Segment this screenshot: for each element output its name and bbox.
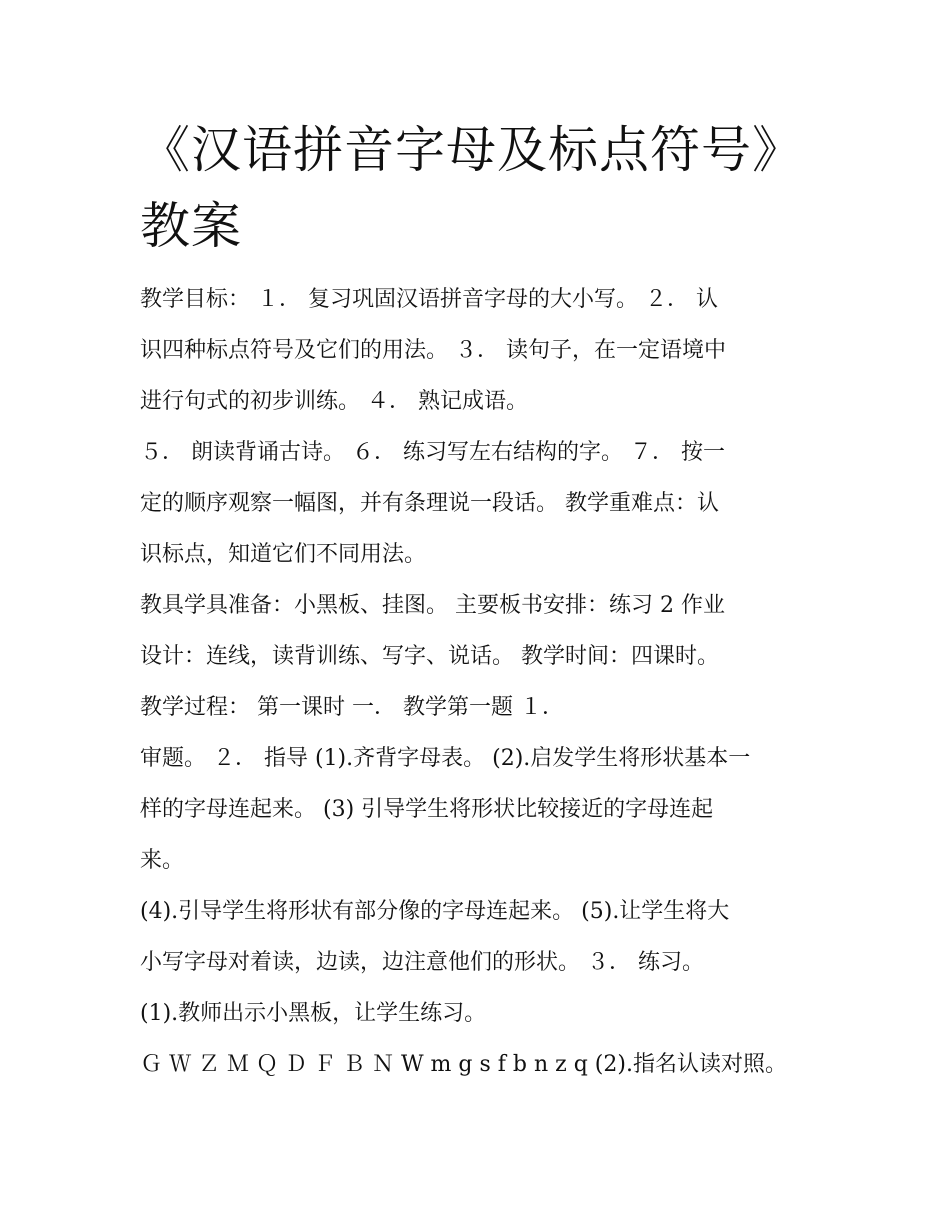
text-line-4: ５． 朗读背诵古诗。 ６． 练习写左右结构的字。 ７． 按一: [140, 440, 725, 465]
text-line-6: 识标点，知道它们不同用法。: [140, 542, 427, 567]
text-line-2: 识四种标点符号及它们的用法。 ３． 读句子，在一定语境中: [140, 338, 726, 363]
text-line-7: 教具学具准备：小黑板、挂图。 主要板书安排：练习 2 作业: [140, 593, 725, 618]
document-body: [140, 274, 820, 1090]
text-line-8: 设计：连线，读背训练、写字、说话。 教学时间：四课时。: [140, 644, 719, 669]
text-line-13: (4).引导学生将形状有部分像的字母连起来。 (5).让学生将大: [140, 899, 730, 924]
text-line-5: 定的顺序观察一幅图，并有条理说一段话。 教学重难点：认: [140, 491, 719, 516]
document-title: [140, 112, 840, 264]
text-line-16: Ｇ Ｗ Ｚ Ｍ Ｑ Ｄ Ｆ Ｂ Ｎ W m g s f b n z q (2).指名认读对照。: [140, 1052, 787, 1077]
text-line-15: (1).教师出示小黑板，让学生练习。: [140, 1001, 487, 1026]
text-line-3: 进行句式的初步训练。 ４． 熟记成语。: [140, 389, 528, 414]
title-line-2: 教案: [140, 197, 242, 255]
title-line-1: 《汉语拼音字母及标点符号》: [140, 121, 803, 179]
text-line-11: 样的字母连起来。 (3) 引导学生将形状比较接近的字母连起: [140, 797, 714, 822]
text-line-14: 小写字母对着读，边读，边注意他们的形状。 ３． 练习。: [140, 950, 704, 975]
text-line-1: 教学目标： １． 复习巩固汉语拼音字母的大小写。 ２． 认: [140, 287, 718, 312]
text-line-10: 审题。 ２． 指导 (1).齐背字母表。 (2).启发学生将形状基本一: [140, 746, 751, 771]
text-line-12: 来。: [140, 848, 185, 873]
text-line-9: 教学过程： 第一课时 一． 教学第一题 １．: [140, 695, 564, 720]
